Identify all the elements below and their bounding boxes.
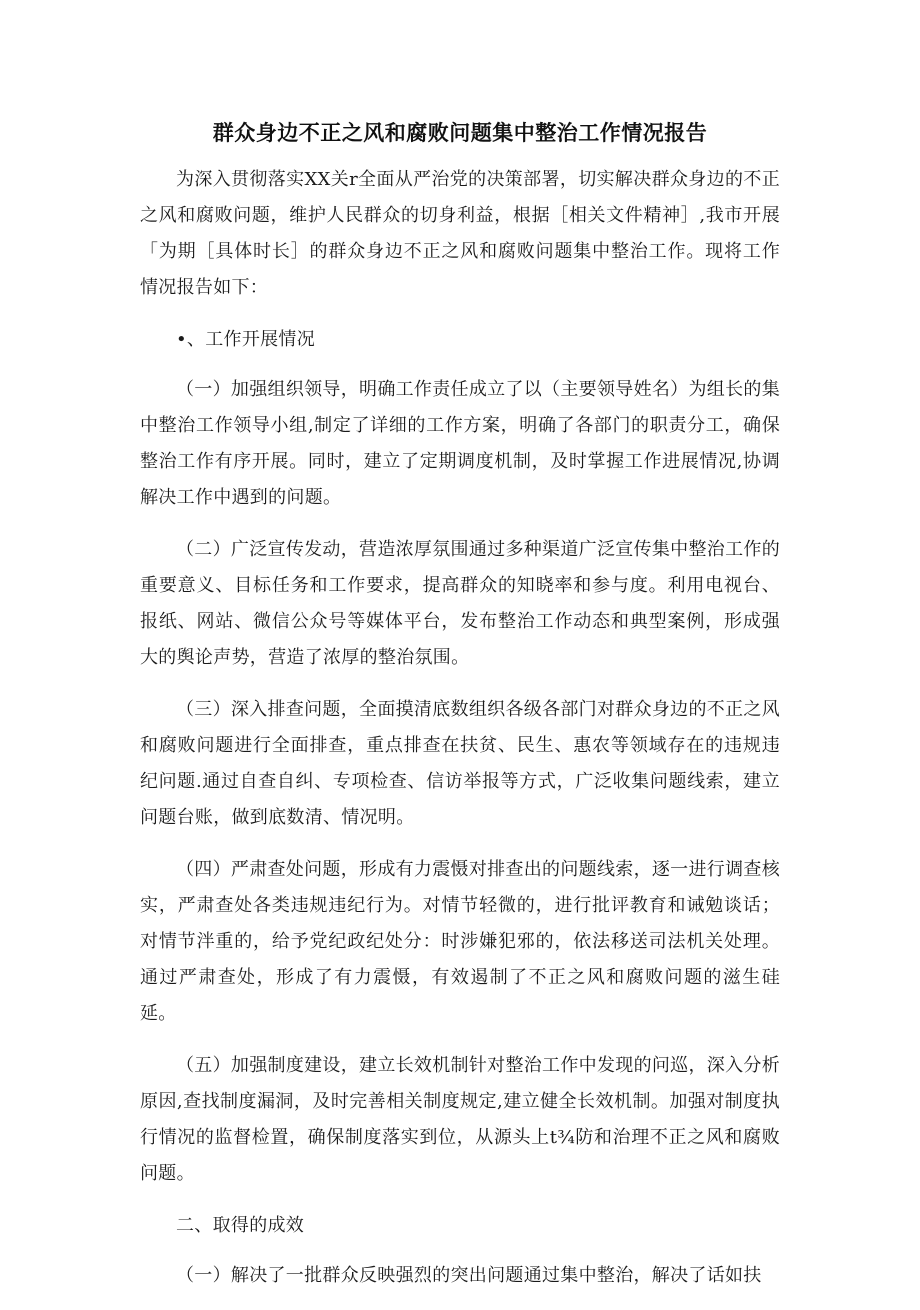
document-title: 群众身边不正之风和腐败问题集中整治工作情况报告 xyxy=(212,121,708,145)
section-heading-2: 二、取得的成效 xyxy=(176,1215,305,1236)
section2-item-1: （一）解决了一批群众反映强烈的突出问题通过集中整治，解决了话如扶 xyxy=(176,1265,762,1286)
section1-item-1: （一）加强组织领导，明确工作责任成立了以（主要领导姓名）为组长的集中整治工作领导小组,制定了详细的工作方案，明确了各部门的职责分工，确保整治工作有序开展。同时，建立了定期调度机制，及时掌握工作进展情况,协调解决工作中遇到的问题。 xyxy=(140,379,780,508)
section-heading-1: •、工作开展情况 xyxy=(176,329,316,350)
intro-paragraph: 为深入贯彻落实XX关r全面从严治党的决策部署，切实解决群众身边的不正之风和腐败问题，维护人民群众的切身利益，根据［相关文件精神］,我市开展「为期［具体时长］的群众身边不正之风和腐败问题集中整治工作。现将工作情况报告如下： xyxy=(140,169,780,298)
document-body xyxy=(140,118,780,1310)
section1-item-5: （五）加强制度建设，建立长效机制针对整治工作中发现的问巡，深入分析原因,查找制度漏洞，及时完善相关制度规定,建立健全长效机制。加强对制度执行情况的监督检置，确保制度落实到位，从源头上t¾防和治理不正之风和腐败问题。 xyxy=(140,1055,780,1184)
section1-item-4: （四）严肃查处问题，形成有力震慑对排查出的问题线索，逐一进行调查核实，严肃查处各类违规违纪行为。对情节轻微的，进行批评教育和诫勉谈话；对情节泮重的，给予党纪政纪处分：时涉嫌犯邪的，依法移送司法机关处理。通过严肃查处，形成了有力震慑，有效遏制了不正之风和腐败问题的滋生硅延。 xyxy=(140,859,780,1024)
section1-item-3: （三）深入排查问题，全面摸清底数组织各级各部门对群众身边的不正之风和腐败问题进行全面排查，重点排查在扶贫、民生、惠农等领域存在的违规违纪问题.通过自查自纠、专项检查、信访举报等方式，广泛收集问题线索，建立问题台账，做到底数清、情况明。 xyxy=(140,699,780,828)
section1-item-2: （二）广泛宣传发动，营造浓厚氛围通过多种渠道广泛宣传集中整治工作的重要意义、目标任务和工作要求，提高群众的知晓率和参与度。利用电视台、报纸、网站、微信公众号等媒体平台，发布整治工作动态和典型案例，形成强大的舆论声势，营造了浓厚的整治氛围。 xyxy=(140,539,780,668)
